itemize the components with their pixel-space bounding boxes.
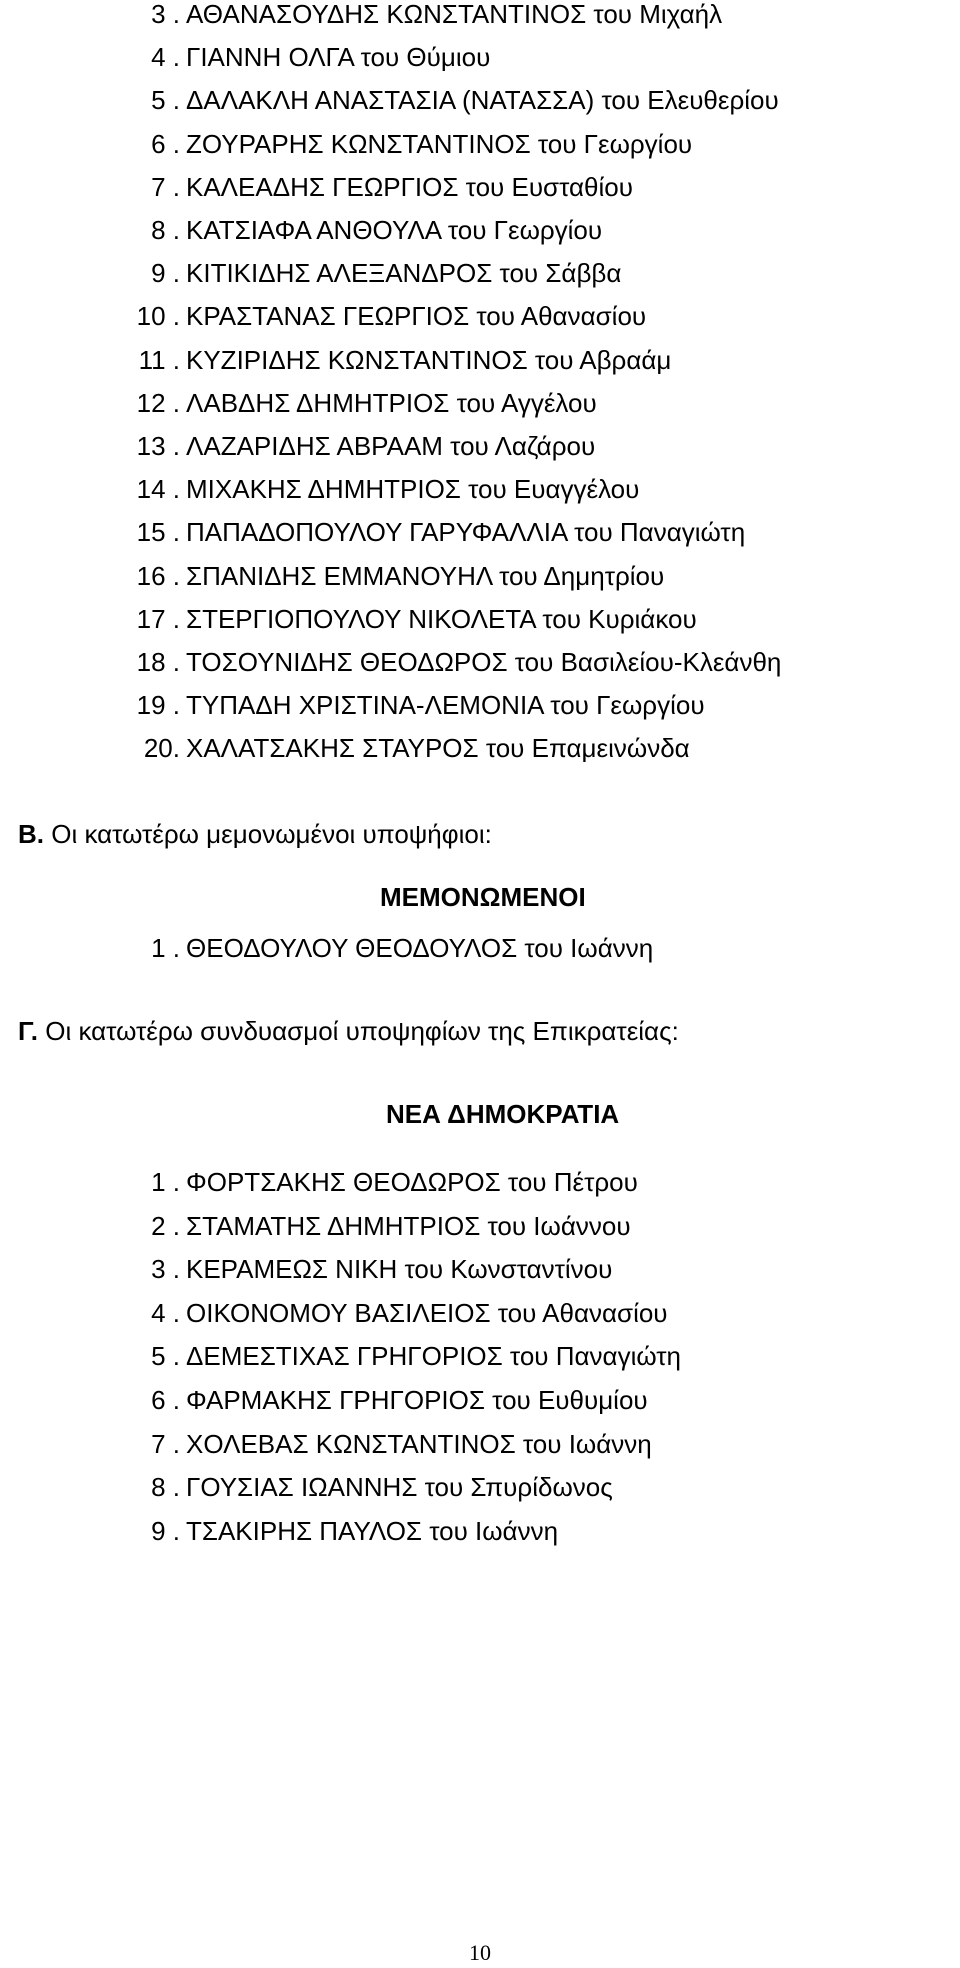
- item-number: 7 .: [151, 171, 180, 202]
- section-b-group-title: ΜΕΜΟΝΩΜΕΝΟΙ: [380, 882, 586, 912]
- item-text: ΤΥΠΑΔΗ ΧΡΙΣΤΙΝΑ-ΛΕΜΟΝΙΑ του Γεωργίου: [186, 690, 705, 721]
- section-c-group-title: ΝΕΑ ΔΗΜΟΚΡΑΤΙΑ: [386, 1099, 620, 1129]
- item-number: 6 .: [151, 1385, 180, 1415]
- section-c-heading: [18, 1015, 679, 1047]
- item-text: ΚΑΛΕΑΔΗΣ ΓΕΩΡΓΙΟΣ του Ευσταθίου: [186, 171, 633, 202]
- item-number: 20.: [143, 733, 180, 764]
- item-number: 19 .: [136, 690, 180, 721]
- item-number: 8 .: [151, 1472, 180, 1503]
- item-text: ΠΑΠΑΔΟΠΟΥΛΟΥ ΓΑΡΥΦΑΛΛΙΑ του Παναγιώτη: [186, 517, 746, 548]
- item-text: ΧΑΛΑΤΣΑΚΗΣ ΣΤΑΥΡΟΣ του Επαμεινώνδα: [186, 733, 690, 764]
- item-text: ΖΟΥΡΑΡΗΣ ΚΩΝΣΤΑΝΤΙΝΟΣ του Γεωργίου: [186, 128, 693, 159]
- item-number: 11 .: [138, 344, 180, 375]
- item-text: ΔΕΜΕΣΤΙΧΑΣ ΓΡΗΓΟΡΙΟΣ του Παναγιώτη: [186, 1341, 682, 1372]
- item-text: ΤΣΑΚΙΡΗΣ ΠΑΥΛΟΣ του Ιωάννη: [186, 1515, 559, 1546]
- item-number: 15 .: [136, 517, 180, 548]
- item-number: 13 .: [136, 431, 180, 461]
- section-c-label: Γ.: [18, 1016, 38, 1046]
- item-text: ΦΑΡΜΑΚΗΣ ΓΡΗΓΟΡΙΟΣ του Ευθυμίου: [186, 1385, 648, 1415]
- item-number: 9 .: [151, 1515, 180, 1546]
- page-number: 10: [469, 1940, 491, 1965]
- item-number: 4 .: [151, 1297, 180, 1328]
- item-text: ΣΤΑΜΑΤΗΣ ΔΗΜΗΤΡΙΟΣ του Ιωάννου: [186, 1210, 631, 1241]
- item-number: 16 .: [136, 560, 180, 591]
- item-number: 5 .: [151, 85, 180, 116]
- item-number: 6 .: [151, 128, 180, 159]
- item-text: ΛΑΖΑΡΙΔΗΣ ΑΒΡΑΑΜ του Λαζάρου: [186, 431, 596, 461]
- item-text: ΚΡΑΣΤΑΝΑΣ ΓΕΩΡΓΙΟΣ του Αθανασίου: [186, 301, 647, 332]
- item-text: ΣΠΑΝΙΔΗΣ ΕΜΜΑΝΟΥΗΛ του Δημητρίου: [186, 560, 665, 591]
- item-text: ΘΕΟΔΟΥΛΟΥ ΘΕΟΔΟΥΛΟΣ του Ιωάννη: [186, 933, 654, 963]
- item-number: 8 .: [151, 215, 180, 245]
- item-text: ΚΑΤΣΙΑΦΑ ΑΝΘΟΥΛΑ του Γεωργίου: [186, 215, 603, 245]
- item-text: ΧΟΛΕΒΑΣ ΚΩΝΣΤΑΝΤΙΝΟΣ του Ιωάννη: [186, 1428, 652, 1459]
- item-text: ΛΑΒΔΗΣ ΔΗΜΗΤΡΙΟΣ του Αγγέλου: [186, 387, 597, 418]
- item-text: ΓΙΑΝΝΗ ΟΛΓΑ του Θύμιου: [186, 42, 491, 73]
- item-number: 9 .: [151, 258, 180, 289]
- section-b-heading: Β. Οι κατωτέρω μεμονωμένοι υποψήφιοι:: [18, 819, 492, 849]
- item-number: 10 .: [136, 301, 180, 332]
- item-text: ΓΟΥΣΙΑΣ ΙΩΑΝΝΗΣ του Σπυρίδωνος: [186, 1472, 613, 1503]
- item-number: 3 .: [151, 1254, 180, 1285]
- item-number: 3 .: [151, 0, 180, 29]
- item-text: ΦΟΡΤΣΑΚΗΣ ΘΕΟΔΩΡΟΣ του Πέτρου: [186, 1167, 638, 1197]
- item-number: 18 .: [136, 647, 180, 677]
- item-text: ΑΘΑΝΑΣΟΥΔΗΣ ΚΩΝΣΤΑΝΤΙΝΟΣ του Μιχαήλ: [186, 0, 723, 29]
- item-text: ΤΟΣΟΥΝΙΔΗΣ ΘΕΟΔΩΡΟΣ του Βασιλείου-Κλεάνθη: [186, 647, 782, 677]
- item-number: 7 .: [151, 1428, 180, 1459]
- item-number: 1 .: [151, 933, 180, 963]
- item-number: 17 .: [136, 603, 180, 634]
- item-text: ΟΙΚΟΝΟΜΟΥ ΒΑΣΙΛΕΙΟΣ του Αθανασίου: [186, 1297, 668, 1328]
- item-number: 5 .: [151, 1341, 180, 1372]
- item-number: 1 .: [151, 1167, 180, 1197]
- item-text: ΔΑΛΑΚΛΗ ΑΝΑΣΤΑΣΙΑ (ΝΑΤΑΣΣΑ) του Ελευθερίου: [186, 85, 779, 116]
- item-text: ΚΙΤΙΚΙΔΗΣ ΑΛΕΞΑΝΔΡΟΣ του Σάββα: [186, 258, 622, 289]
- item-text: ΣΤΕΡΓΙΟΠΟΥΛΟΥ ΝΙΚΟΛΕΤΑ του Κυριάκου: [186, 603, 697, 634]
- item-text: ΜΙΧΑΚΗΣ ΔΗΜΗΤΡΙΟΣ του Ευαγγέλου: [186, 474, 640, 505]
- item-number: 12 .: [136, 387, 180, 418]
- section-c-heading-text: Οι κατωτέρω συνδυασμοί υποψηφίων της Επικρατείας:: [45, 1016, 679, 1046]
- item-number: 4 .: [151, 42, 180, 73]
- item-number: 14 .: [136, 474, 180, 505]
- item-text: ΚΕΡΑΜΕΩΣ ΝΙΚΗ του Κωνσταντίνου: [186, 1254, 613, 1285]
- item-text: ΚΥΖΙΡΙΔΗΣ ΚΩΝΣΤΑΝΤΙΝΟΣ του Αβραάμ: [186, 344, 672, 375]
- item-number: 2 .: [151, 1210, 180, 1241]
